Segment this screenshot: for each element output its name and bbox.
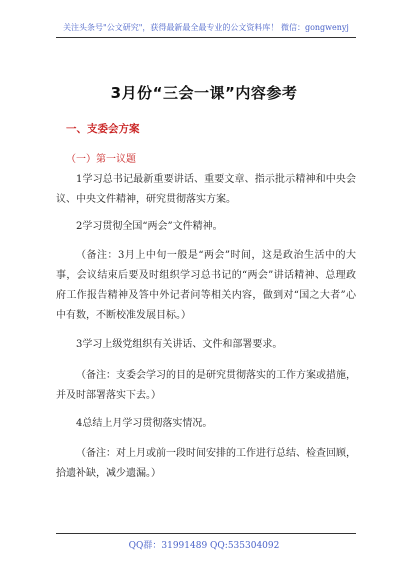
section-subheading: （一）第一议题 <box>66 154 136 165</box>
paragraph-2: 2学习贯彻全国“两会”文件精神。 <box>76 221 223 232</box>
header-divider <box>56 37 356 38</box>
paragraph-4: 3学习上级党组织有关讲话、文件和部署要求。 <box>76 339 283 350</box>
paragraph-3: （备注：3月上中旬一般是“两会”时间，这是政治生活中的大事，会议结束后要及时组织学习总书记的“两会”讲话精神、总理政府工作报告精神及答中外记者问等相关内容，做到对“国之大者”心中有数，不断校准发展目标。） <box>56 250 356 321</box>
document-title: 3月份“三会一课”内容参考 <box>110 84 298 102</box>
paragraph-6: 4总结上月学习贯彻落实情况。 <box>76 418 213 429</box>
paragraph-5: （备注：支委会学习的目的是研究贯彻落实的工作方案或措施，并及时部署落实下去。） <box>56 370 356 401</box>
paragraph-7: （备注：对上月或前一段时间安排的工作进行总结、检查回顾，拾遗补缺，减少遗漏。） <box>56 448 356 479</box>
header-banner: 关注头条号"公文研究"，获得最新最全最专业的公文资料库！ 微信：gongwenyj <box>63 23 349 32</box>
section-heading: 一、支委会方案 <box>66 123 140 135</box>
paragraph-1: 1学习总书记最新重要讲话、重要文章、指示批示精神和中央会议、中央文件精神，研究贯彻落实方案。 <box>56 174 356 205</box>
footer-contact: QQ群：31991489 QQ:535304092 <box>128 541 280 551</box>
footer-divider <box>56 533 356 534</box>
